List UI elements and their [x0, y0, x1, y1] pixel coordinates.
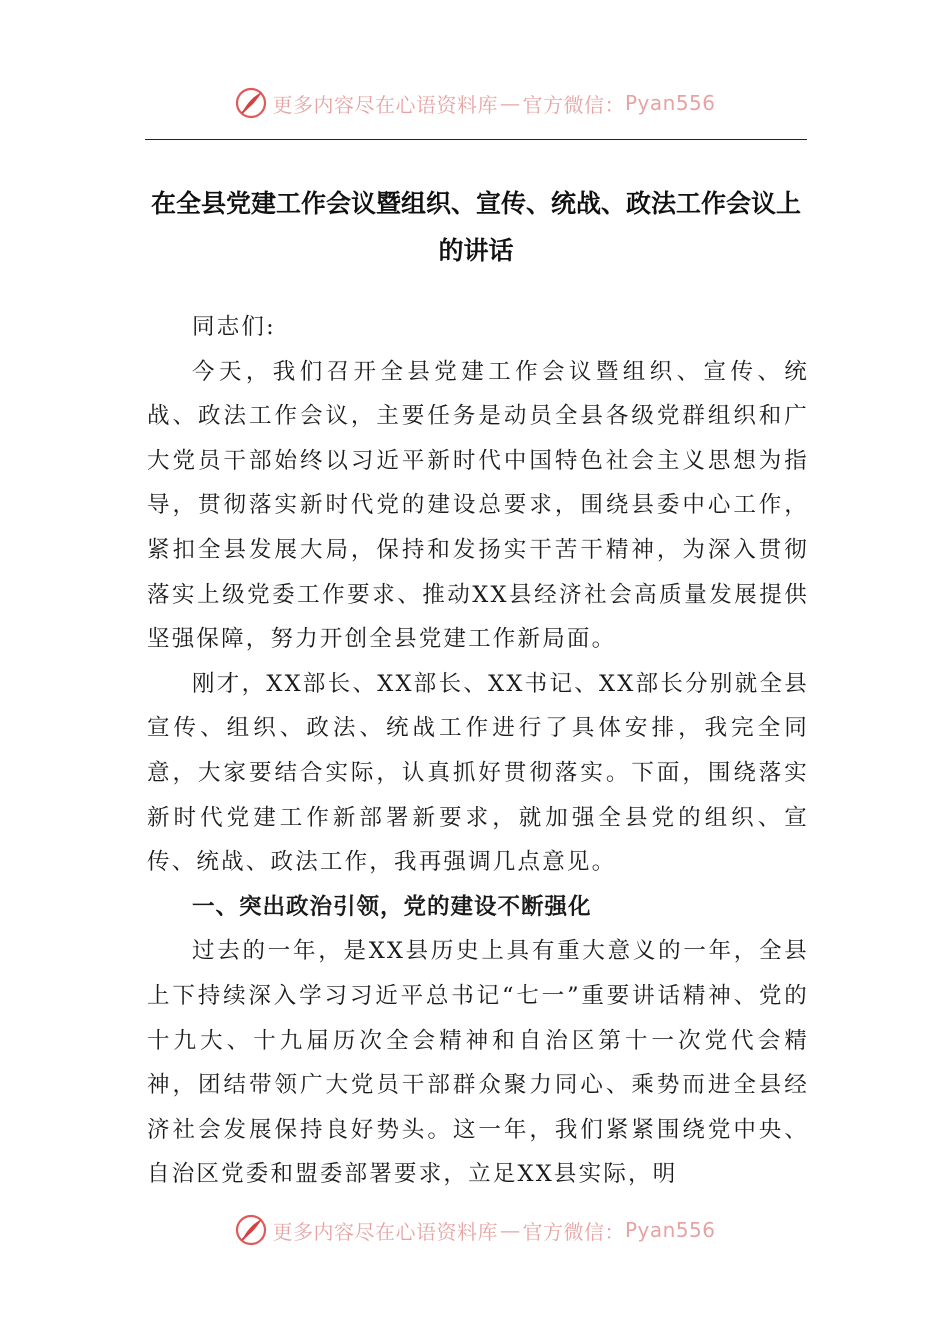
header-divider	[145, 139, 807, 140]
paragraph-1: 今天，我们召开全县党建工作会议暨组织、宣传、统战、政法工作会议，主要任务是动员全县各级党群组织和广大党员干部始终以习近平新时代中国特色社会主义思想为指导，贯彻落实新时代党的建设总要求，围绕县委中心工作，紧扣全县发展大局，保持和发扬实干苦干精神，为深入贯彻落实上级党委工作要求、推动XX县经济社会高质量发展提供坚强保障，努力开创全县党建工作新局面。	[147, 358, 809, 653]
quill-logo-icon	[234, 86, 268, 120]
document-body	[147, 305, 809, 1197]
section-1-paragraph: 过去的一年，是XX县历史上具有重大意义的一年，全县上下持续深入学习习近平总书记“七一”重要讲话精神、党的十九大、十九届历次全会精神和自治区第十一次党代会精神，团结带领广大党员干部群众聚力同心、乘势而进全县经济社会发展保持良好势头。这一年，我们紧紧围绕党中央、自治区党委和盟委部署要求，立足XX县实际，明	[147, 938, 809, 1188]
footer-watermark	[0, 1210, 950, 1250]
watermark-wechat-label: 官方微信：	[522, 92, 625, 117]
watermark-text: 更多内容尽在心语资料库	[272, 92, 498, 117]
watermark-wechat-id: Pyan556	[624, 91, 716, 115]
salutation: 同志们:	[192, 314, 276, 340]
paragraph-2: 刚才，XX部长、XX部长、XX书记、XX部长分别就全县宣传、组织、政法、统战工作进行了具体安排，我完全同意，大家要结合实际，认真抓好贯彻落实。下面，围绕落实新时代党建工作新部署新要求，就加强全县党的组织、宣传、统战、政法工作，我再强调几点意见。	[147, 670, 809, 876]
watermark-separator: —	[499, 91, 521, 115]
watermark-wechat-id: Pyan556	[624, 1218, 716, 1242]
watermark-separator: —	[499, 1218, 521, 1242]
quill-logo-icon	[234, 1213, 268, 1247]
watermark-wechat-label: 官方微信：	[522, 1219, 625, 1244]
document-title: 在全县党建工作会议暨组织、宣传、统战、政法工作会议上的讲话	[150, 189, 801, 265]
section-heading-1: 一、突出政治引领，党的建设不断强化	[192, 893, 592, 920]
watermark-text: 更多内容尽在心语资料库	[272, 1219, 498, 1244]
header-watermark	[0, 83, 950, 123]
